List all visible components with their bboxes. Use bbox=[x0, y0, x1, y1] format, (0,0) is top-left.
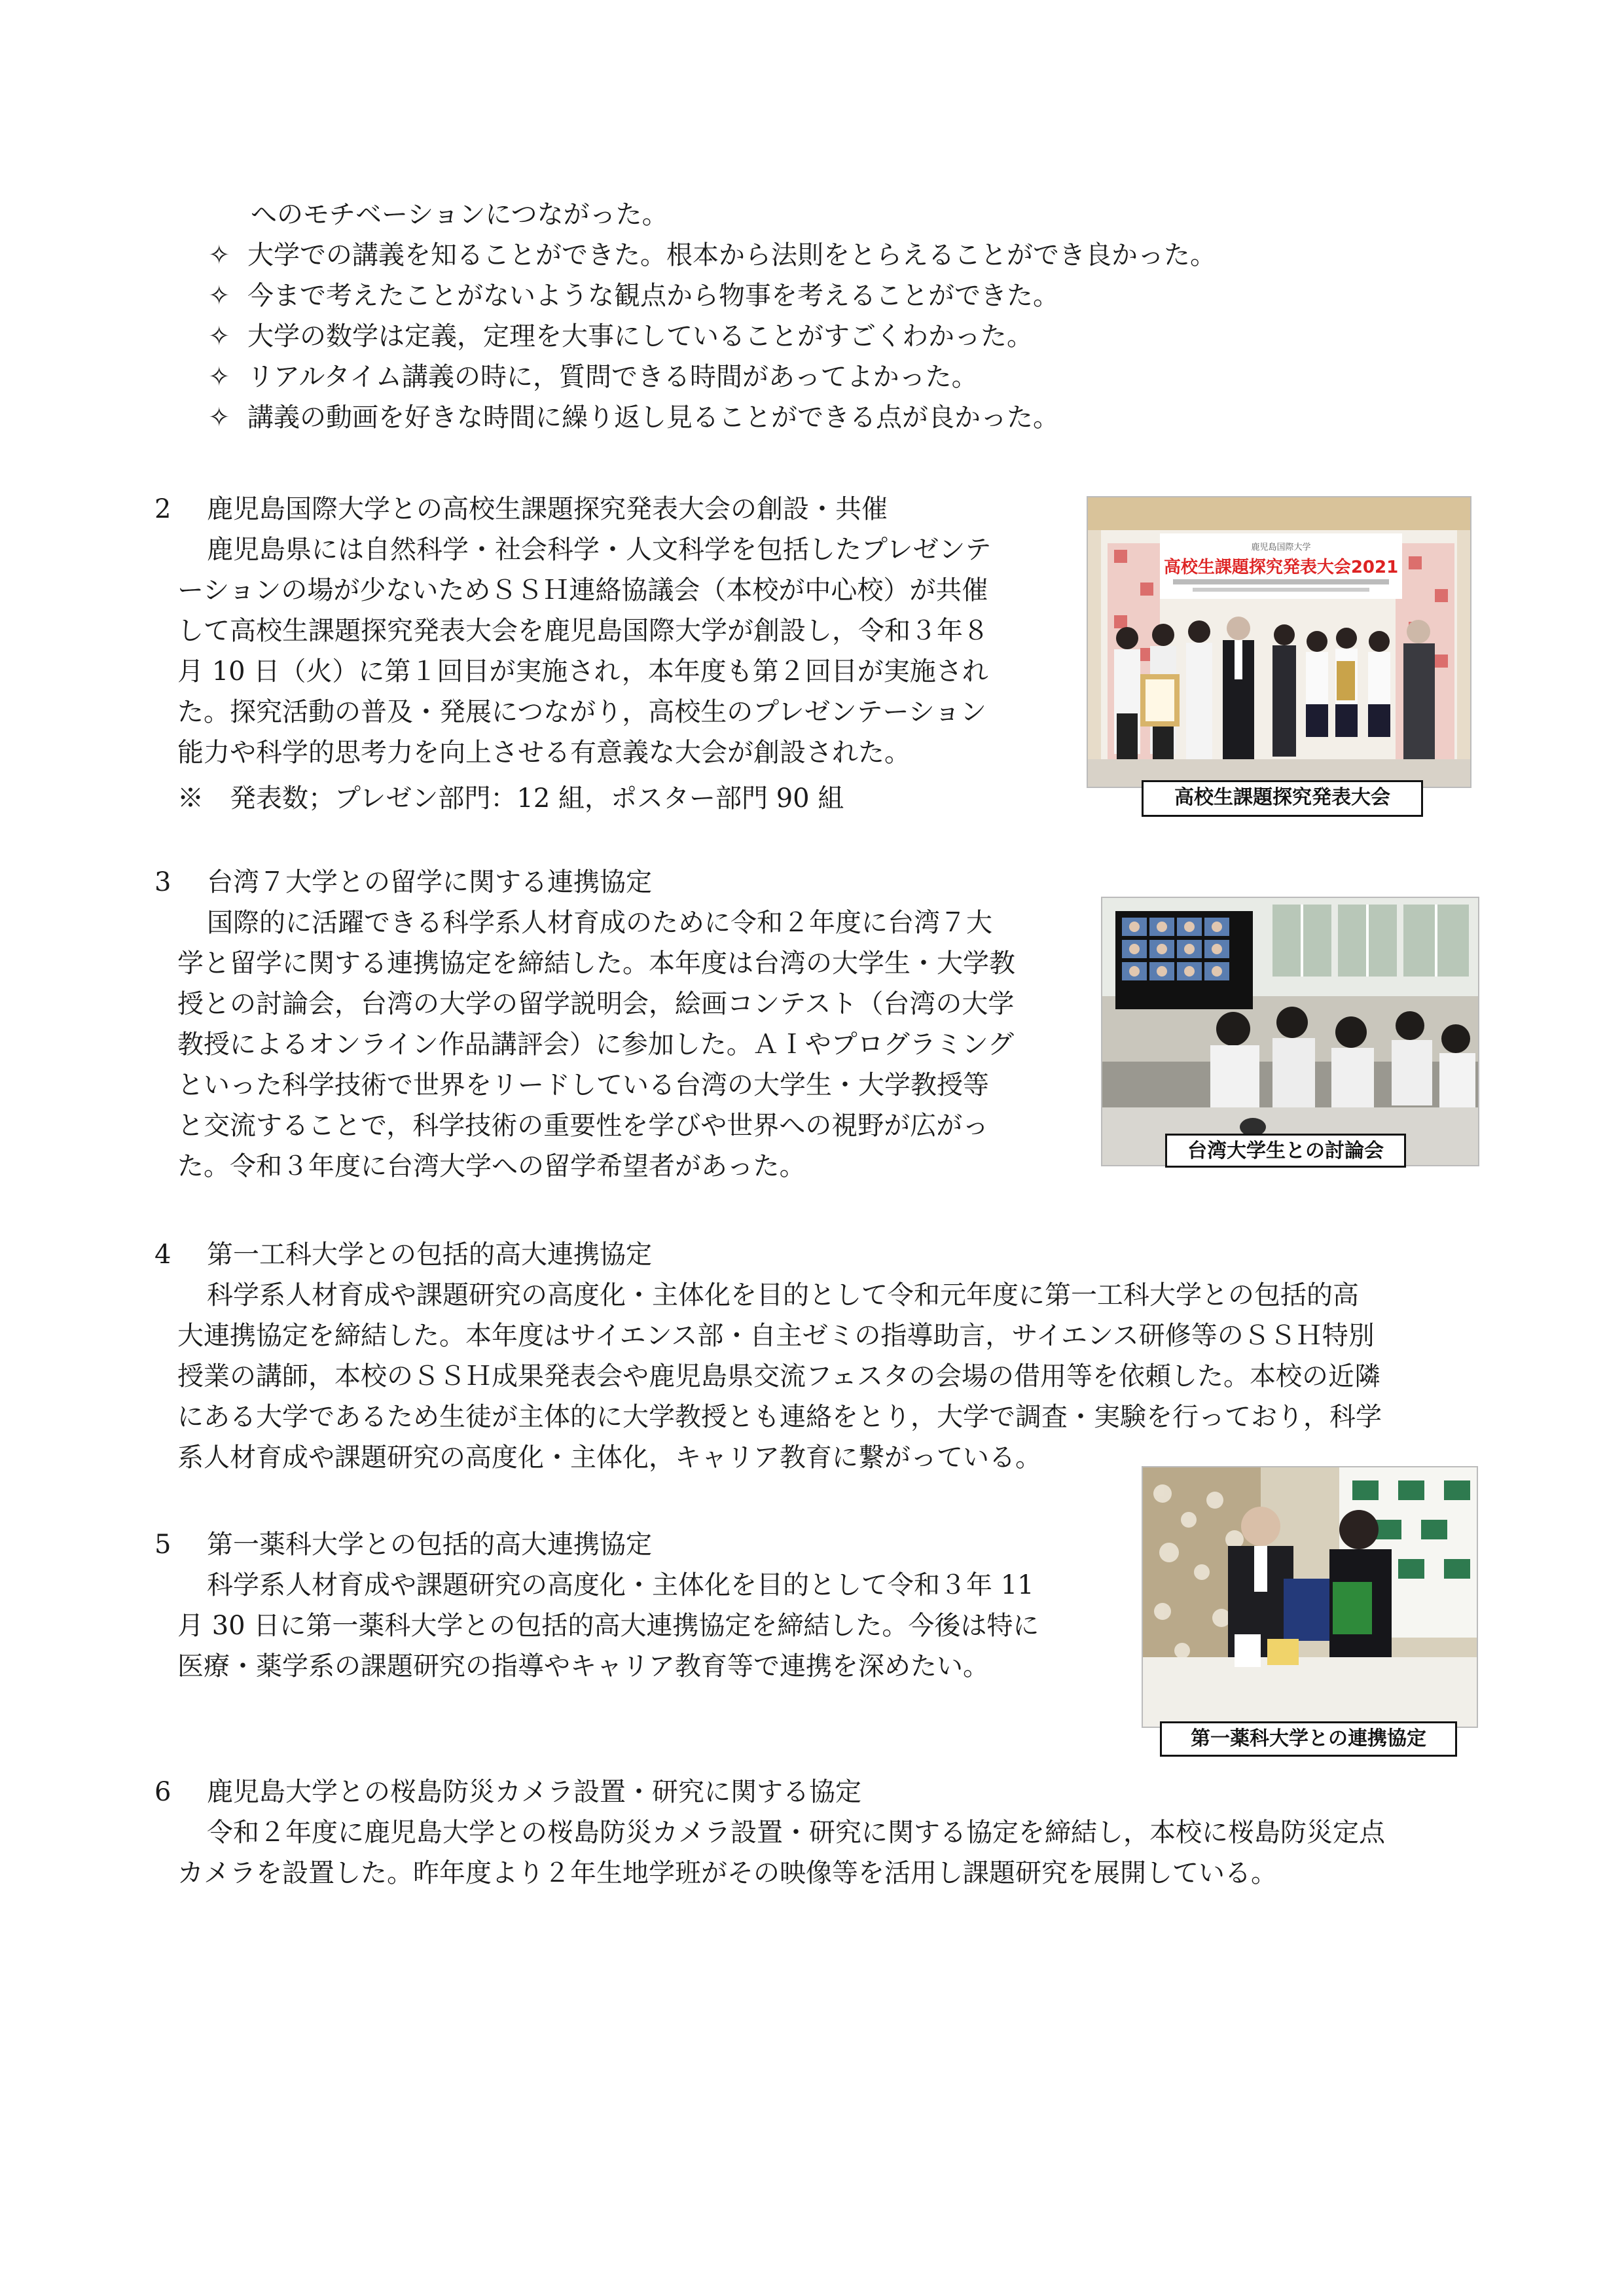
body-line: ※ 発表数；プレゼン部門：12 組，ポスター部門 90 組 bbox=[177, 783, 844, 814]
body-line: た。令和３年度に台湾大学への留学希望者があった。 bbox=[177, 1151, 806, 1181]
section-heading: 鹿児島国際大学との高校生課題探究発表大会の創設・共催 bbox=[207, 494, 888, 524]
photo-caption: 台湾大学生との討論会 bbox=[1165, 1134, 1406, 1168]
sparkle-icon: ✧ bbox=[208, 240, 230, 270]
body-line: 国際的に活躍できる科学系人材育成のために令和２年度に台湾７大 bbox=[207, 908, 992, 938]
list-item bbox=[208, 398, 1059, 437]
body-line: 大連携協定を締結した。本年度はサイエンス部・自主ゼミの指導助言，サイエンス研修等のＳＳＨ特別 bbox=[177, 1321, 1375, 1351]
body-line: 学と留学に関する連携協定を締結した。本年度は台湾の大学生・大学教 bbox=[177, 948, 1015, 978]
sparkle-icon: ✧ bbox=[208, 362, 230, 392]
body-line: して高校生課題探究発表大会を鹿児島国際大学が創設し，令和３年８ bbox=[177, 616, 989, 646]
bullet-text: 大学での講義を知ることができた。根本から法則をとらえることができ良かった。 bbox=[247, 240, 1216, 270]
body-line: といった科学技術で世界をリードしている台湾の大学生・大学教授等 bbox=[177, 1070, 989, 1100]
photo-caption: 高校生課題探究発表大会 bbox=[1142, 780, 1423, 817]
body-line: 月 30 日に第一薬科大学との包括的高大連携協定を締結した。今後は特に bbox=[177, 1611, 1039, 1641]
body-line: と交流することで，科学技術の重要性を学びや世界への視野が広がっ bbox=[177, 1111, 989, 1141]
bullet-text: リアルタイム講義の時に，質問できる時間があってよかった。 bbox=[247, 362, 978, 392]
body-line: 科学系人材育成や課題研究の高度化・主体化を目的として令和元年度に第一工科大学との包括的高 bbox=[207, 1280, 1359, 1310]
list-item bbox=[208, 357, 978, 397]
photo-caption: 第一薬科大学との連携協定 bbox=[1160, 1721, 1457, 1757]
body-line: 月 10 日（火）に第１回目が実施され，本年度も第２回目が実施され bbox=[177, 656, 988, 687]
sparkle-icon: ✧ bbox=[208, 281, 230, 311]
body-line: た。探究活動の普及・発展につながり，高校生のプレゼンテーション bbox=[177, 697, 986, 727]
section-number: 6 bbox=[154, 1777, 171, 1807]
list-item bbox=[208, 236, 1216, 275]
body-line: 科学系人材育成や課題研究の高度化・主体化を目的として令和３年 11 bbox=[207, 1570, 1034, 1600]
section-heading: 第一薬科大学との包括的高大連携協定 bbox=[207, 1530, 652, 1560]
body-line: 授との討論会，台湾の大学の留学説明会，絵画コンテスト（台湾の大学 bbox=[177, 989, 1015, 1019]
sparkle-icon: ✧ bbox=[208, 321, 230, 351]
photo-banner-small: 鹿児島国際大学 bbox=[1251, 543, 1311, 552]
bullet-text: 大学の数学は定義，定理を大事にしていることがすごくわかった。 bbox=[247, 321, 1033, 351]
photo-banner: 高校生課題探究発表大会2021 bbox=[1163, 558, 1399, 577]
list-item bbox=[208, 317, 1033, 356]
bullet-text: 講義の動画を好きな時間に繰り返し見ることができる点が良かった。 bbox=[247, 403, 1059, 433]
body-line: 令和２年度に鹿児島大学との桜島防災カメラ設置・研究に関する協定を締結し，本校に桜島防災定点 bbox=[207, 1818, 1385, 1848]
body-line: にある大学であるため生徒が主体的に大学教授とも連絡をとり，大学で調査・実験を行っており，科学 bbox=[177, 1402, 1382, 1432]
body-line: 教授によるオンライン作品講評会）に参加した。ＡＩやプログラミング bbox=[177, 1030, 1014, 1060]
taiwan-discussion-photo bbox=[1101, 897, 1479, 1166]
list-item bbox=[208, 276, 1059, 315]
section-heading: 台湾７大学との留学に関する連携協定 bbox=[207, 867, 652, 897]
intro-continuation: へのモチベーションにつながった。 bbox=[251, 200, 668, 230]
section-number: 4 bbox=[154, 1240, 171, 1270]
body-line: 能力や科学的思考力を向上させる有意義な大会が創設された。 bbox=[177, 738, 911, 768]
section-heading: 第一工科大学との包括的高大連携協定 bbox=[207, 1240, 652, 1270]
section-number: 3 bbox=[154, 867, 171, 897]
section-number: 5 bbox=[154, 1530, 171, 1560]
body-line: 系人材育成や課題研究の高度化・主体化，キャリア教育に繋がっている。 bbox=[177, 1443, 1041, 1473]
bullet-text: 今まで考えたことがないような観点から物事を考えることができた。 bbox=[247, 281, 1059, 311]
section-heading: 鹿児島大学との桜島防災カメラ設置・研究に関する協定 bbox=[207, 1777, 861, 1807]
body-line: 授業の講師，本校のＳＳＨ成果発表会や鹿児島県交流フェスタの会場の借用等を依頼した。本校の近隣 bbox=[177, 1361, 1380, 1391]
section-number: 2 bbox=[154, 494, 171, 524]
body-line: 医療・薬学系の課題研究の指導やキャリア教育等で連携を深めたい。 bbox=[177, 1651, 989, 1681]
body-line: 鹿児島県には自然科学・社会科学・人文科学を包括したプレゼンテ bbox=[207, 535, 992, 565]
body-line: カメラを設置した。昨年度より２年生地学班がその映像等を活用し課題研究を展開している。 bbox=[177, 1858, 1277, 1888]
body-line: ーションの場が少ないためＳＳＨ連絡協議会（本校が中心校）が共催 bbox=[177, 575, 988, 605]
agreement-signing-photo bbox=[1142, 1466, 1478, 1728]
sparkle-icon: ✧ bbox=[208, 403, 230, 433]
presentation-award-photo bbox=[1087, 496, 1471, 788]
